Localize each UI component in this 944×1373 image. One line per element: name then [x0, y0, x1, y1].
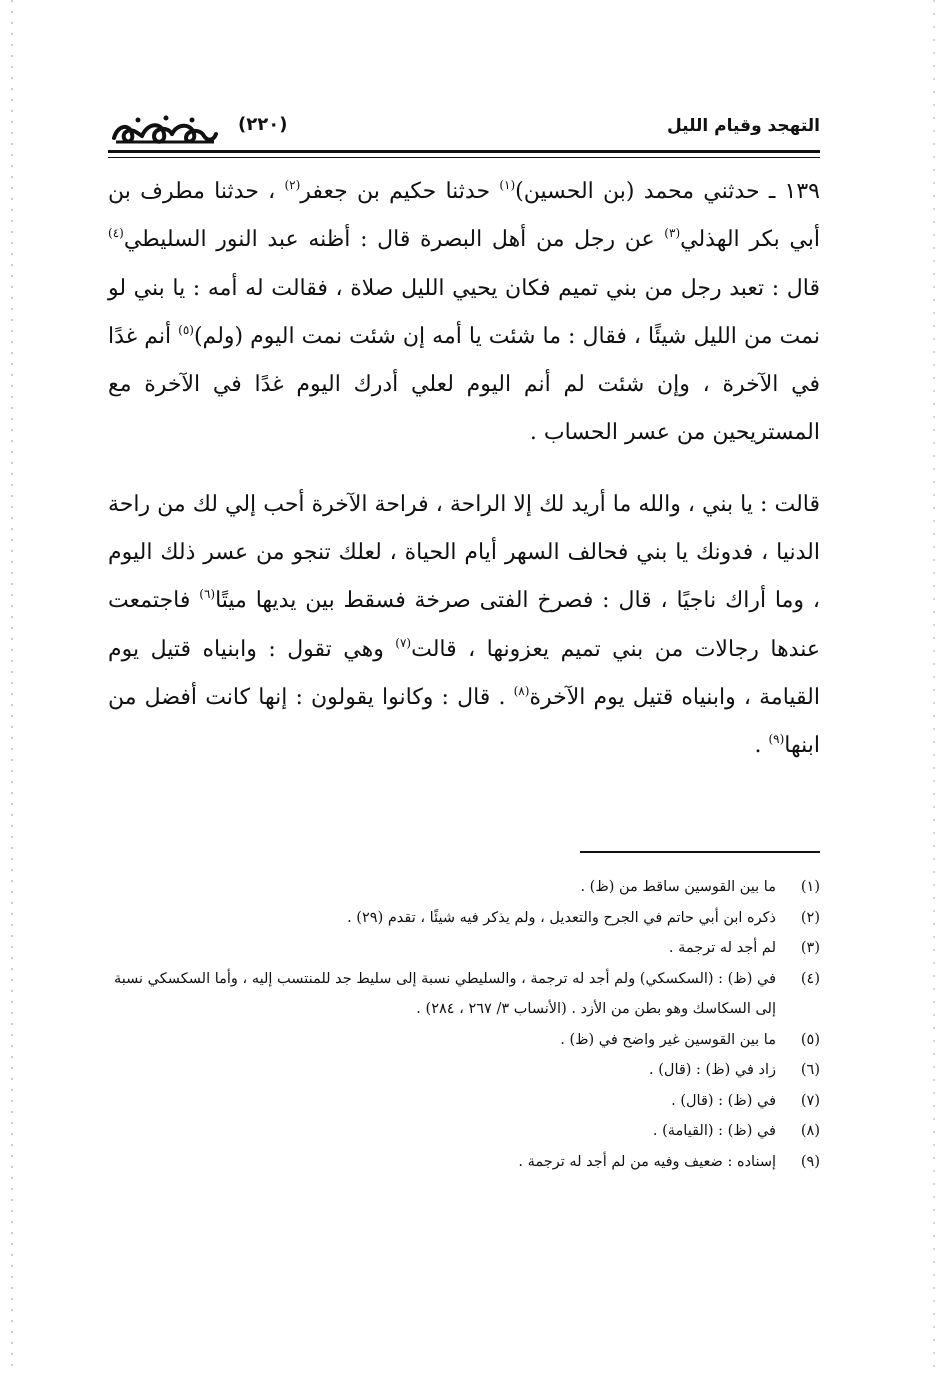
paragraph-mother-reply	[108, 481, 820, 771]
footnote-marker: (٦)	[199, 587, 216, 602]
footnote-separator	[580, 851, 820, 853]
footnote-marker: (٥)	[178, 322, 194, 337]
text-segment: حدثنا حكيم بن جعفر	[300, 179, 500, 204]
text-segment: .	[754, 733, 769, 759]
footnote-text: ما بين القوسين ساقط من (ظ) .	[580, 879, 776, 895]
text-segment: قال : تعبد رجل من بني تميم فكان يحيي الليل صلاة ، فقالت له أمه : يا بني لو نمت من الليل شيئًا ، فقال : ما شئت يا أمه إن شئت نمت اليوم (ولم)	[108, 275, 820, 349]
header-rule-thin	[108, 157, 820, 158]
footnote-marker: (٣)	[664, 226, 681, 241]
header-rule-thick	[108, 150, 820, 153]
footnote-item	[108, 1055, 820, 1086]
scan-margin-dots-left	[10, 0, 14, 1369]
footnote-item	[108, 1086, 820, 1117]
text-segment: قالت : يا بني ، والله ما أريد لك إلا الراحة ، فراحة الآخرة أحب إلي لك من راحة الدنيا ، فدونك يا بني فحالف السهر أيام الحياة ، لعلك تنجو من عسر ذلك اليوم ، وما أراك ناجيًا ، قال : فصرخ الفتى صرخة فسقط بين يديها ميتًا	[108, 491, 820, 614]
footnote-number: (٧)	[800, 1092, 820, 1109]
footnote-number: (٥)	[800, 1031, 820, 1048]
text-segment: ١٣٩ ـ حدثني محمد (بن الحسين)	[515, 179, 820, 204]
footnote-number: (٣)	[800, 940, 820, 956]
page-header	[108, 112, 820, 152]
footnote-text: ذكره ابن أبي حاتم في الجرح والتعديل ، ولم يذكر فيه شيئًا ، تقدم (٢٩) .	[347, 909, 776, 926]
footnote-text: في (ظ) : (القيامة) .	[652, 1123, 776, 1139]
footnote-item	[108, 933, 820, 964]
text-segment: فاجتمعت عندها رجالات من بني تميم يعزونها ، قالت	[108, 588, 820, 662]
footnote-text: في (ظ) : (السكسكي) ولم أجد له ترجمة ، والسليطي نسبة إلى سليط جد للمنتسب إليه ، وأما السكسكي نسبة إلى السكاسك وهو بطن من الأزد . (الأنساب ٣/ ٢٦٧ ، ٢٨٤) .	[113, 970, 776, 1017]
text-segment: عن رجل من أهل البصرة قال : أظنه عبد النور السليطي	[123, 227, 665, 253]
footnote-marker: (٧)	[395, 635, 412, 650]
footnote-number: (١)	[800, 879, 820, 895]
footnote-item	[108, 964, 820, 1025]
text-segment: أنم غدًا في الآخرة ، وإن شئت لم أنم اليوم لعلي أدرك اليوم غدًا في الآخرة مع المستريحين من عسر الحساب .	[108, 323, 820, 446]
footnote-marker: (٨)	[513, 683, 530, 698]
footnote-number: (٨)	[800, 1123, 820, 1139]
footnote-text: في (ظ) : (قال) .	[671, 1092, 776, 1109]
text-segment: وهي تقول : وابنياه قتيل يوم القيامة ، وابنياه قتيل يوم الآخرة	[108, 636, 820, 710]
page-number: (٢٢٠)	[238, 114, 288, 135]
footnote-item	[108, 1147, 820, 1178]
footnote-text: ما بين القوسين غير واضح في (ظ) .	[560, 1031, 776, 1048]
footnote-item	[108, 903, 820, 934]
footnote-item	[108, 1116, 820, 1147]
footnote-marker: (٩)	[768, 732, 785, 747]
footnote-number: (٤)	[800, 970, 820, 987]
footnote-number: (٩)	[800, 1153, 820, 1170]
footnote-text: إسناده : ضعيف وفيه من لم أجد له ترجمة .	[518, 1153, 776, 1170]
footnote-text: زاد في (ظ) : (قال) .	[649, 1062, 776, 1078]
footnote-marker: (٢)	[284, 178, 301, 192]
scan-margin-dots-right	[932, 0, 936, 1369]
footnotes-list	[108, 872, 820, 1177]
calligraphic-ornament-icon	[108, 112, 220, 152]
footnote-item	[108, 872, 820, 903]
running-title: التهجد وقيام الليل	[666, 116, 820, 136]
text-segment: . قال : وكانوا يقولون : إنها كانت أفضل من ابنها	[108, 684, 820, 759]
text-segment: ، حدثنا مطرف بن أبي بكر الهذلي	[108, 179, 821, 253]
footnote-text: لم أجد له ترجمة .	[668, 940, 776, 956]
main-text	[108, 168, 820, 771]
footnote-number: (٦)	[800, 1062, 820, 1078]
paragraph-hadith-139	[108, 168, 820, 458]
footnote-item	[108, 1025, 820, 1056]
footnote-marker: (١)	[499, 178, 516, 192]
footnote-marker: (٤)	[108, 226, 124, 241]
footnote-number: (٢)	[800, 909, 820, 926]
